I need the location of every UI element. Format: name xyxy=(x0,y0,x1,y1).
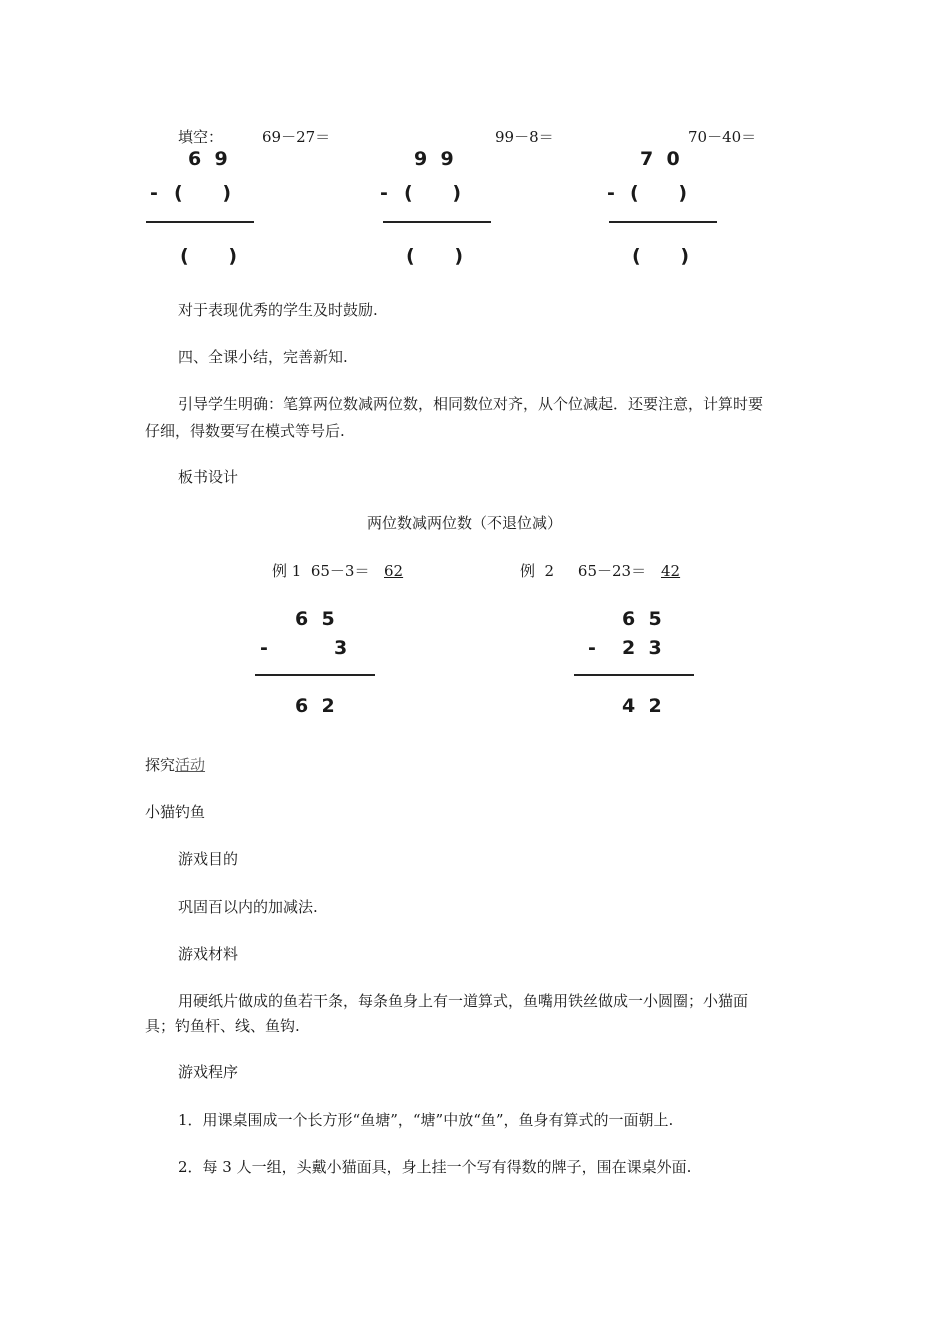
material-heading: 游戏材料 xyxy=(178,945,239,963)
encourage-line: 对于表现优秀的学生及时鼓励. xyxy=(178,301,378,319)
problem-2-blank-result: ( ) xyxy=(406,245,464,267)
example-2-label: 例 2 65－23＝ xyxy=(520,562,647,580)
problem-3-blank-result: ( ) xyxy=(632,245,690,267)
problem-1-minus: - xyxy=(150,182,158,204)
example-1-label: 例 1 65－3＝ xyxy=(272,562,370,580)
calc-2-minus: - xyxy=(588,637,596,659)
material-line-2: 具；钓鱼杆、线、鱼钩. xyxy=(145,1017,300,1035)
goal-heading: 游戏目的 xyxy=(178,850,239,868)
calc-1-result: 6 2 xyxy=(295,695,335,717)
problem-2-minus: - xyxy=(380,182,388,204)
calc-1-rule xyxy=(255,674,375,676)
procedure-heading: 游戏程序 xyxy=(178,1063,239,1081)
calc-1-subtrahend: 3 xyxy=(334,637,348,659)
problem-3-top: 7 0 xyxy=(640,148,680,170)
goal-text: 巩固百以内的加减法. xyxy=(178,898,318,916)
problem-1-blank-mid: ( ) xyxy=(174,182,232,204)
explore-line xyxy=(145,755,205,775)
guide-line-1: 引导学生明确：笔算两位数减两位数，相同数位对齐，从个位减起．还要注意，计算时要 xyxy=(178,395,764,413)
activity-link[interactable]: 活动 xyxy=(175,756,206,774)
problem-2-blank-mid: ( ) xyxy=(404,182,462,204)
explore-label: 探究 xyxy=(145,756,176,774)
step-2: 2．每 3 人一组，头戴小猫面具，身上挂一个写有得数的牌子，围在课桌外面. xyxy=(178,1158,692,1176)
calc-2-subtrahend: 2 3 xyxy=(622,637,662,659)
equation-3: 70－40＝ xyxy=(688,128,757,146)
problem-3-blank-mid: ( ) xyxy=(630,182,688,204)
step-1: 1．用课桌围成一个长方形“鱼塘”，“塘”中放“鱼”，鱼身有算式的一面朝上. xyxy=(178,1111,674,1129)
material-line-1: 用硬纸片做成的鱼若干条，每条鱼身上有一道算式，鱼嘴用铁丝做成一小圆圈；小猫面 xyxy=(178,992,749,1010)
problem-3-rule xyxy=(609,221,717,223)
board-title: 两位数减两位数（不退位减） xyxy=(367,514,563,532)
section-4-heading: 四、全课小结，完善新知. xyxy=(178,348,348,366)
equation-2: 99－8＝ xyxy=(495,128,554,146)
game-name: 小猫钓鱼 xyxy=(145,803,206,821)
calc-2-result: 4 2 xyxy=(622,695,662,717)
problem-1-rule xyxy=(146,221,254,223)
problem-2-rule xyxy=(383,221,491,223)
problem-2-top: 9 9 xyxy=(414,148,454,170)
calc-2-top: 6 5 xyxy=(622,608,662,630)
calc-1-minus: - xyxy=(260,637,268,659)
problem-1-top: 6 9 xyxy=(188,148,228,170)
calc-2-rule xyxy=(574,674,694,676)
guide-line-2: 仔细，得数要写在模式等号后. xyxy=(145,422,345,440)
calc-1-top: 6 5 xyxy=(295,608,335,630)
example-1-answer: 62 xyxy=(384,562,404,580)
example-2-answer: 42 xyxy=(661,562,681,580)
problem-1-blank-result: ( ) xyxy=(180,245,238,267)
fill-label: 填空： xyxy=(178,128,224,146)
problem-3-minus: - xyxy=(607,182,615,204)
board-design-heading: 板书设计 xyxy=(178,468,239,486)
equation-1: 69－27＝ xyxy=(262,128,331,146)
